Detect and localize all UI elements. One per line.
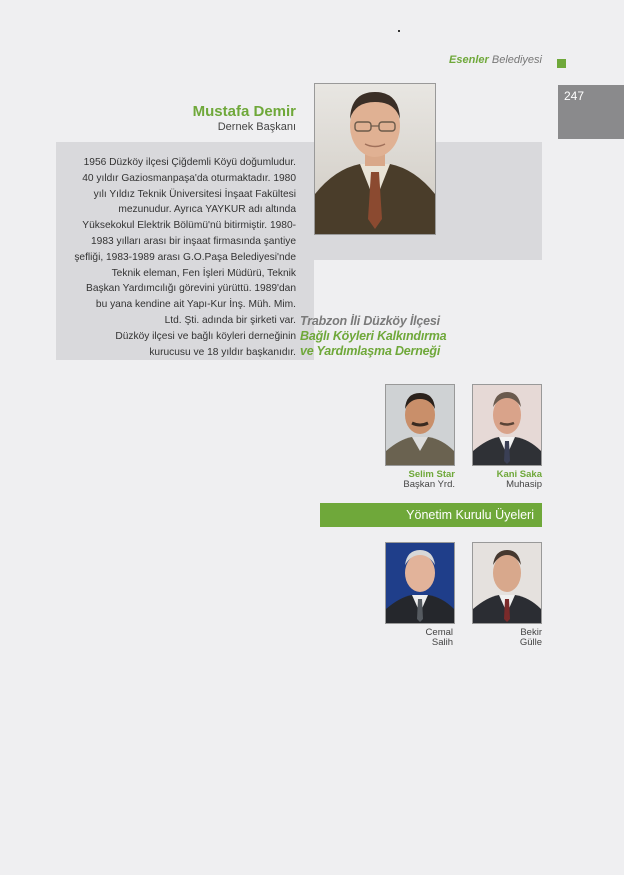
president-bio [56,155,296,360]
page-number-tab [558,85,624,139]
bio-line: kurucusu ve 18 yıldır başkanıdır. [149,346,296,358]
board-member-last: Gülle [519,637,542,648]
board-member-portrait-1 [385,542,455,624]
board-member-photo [386,543,454,623]
bio-line: Düzköy ilçesi ve bağlı köyleri derneğinin [115,330,296,342]
board-member-first: Bekir [520,627,542,638]
association-line-3: ve Yardımlaşma Derneği [300,344,441,358]
officer-photo [386,385,454,465]
president-photo [315,84,435,234]
stray-mark [398,30,400,32]
brand-primary: Esenler [449,54,489,66]
board-member-name-2 [472,628,542,648]
board-member-last: Salih [431,637,453,648]
bio-line: mezunudur. Ayrıca YAYKUR adı altında [118,204,296,216]
page-number: 247 [564,89,585,103]
president-name: Mustafa Demir [192,103,296,120]
officer-portrait-2 [472,384,542,466]
association-title [300,314,490,359]
board-title: Yönetim Kurulu Üyeleri [406,508,534,522]
officer-portrait-1 [385,384,455,466]
board-title-bar [320,503,542,527]
bio-line: 40 yıldır Gaziosmanpaşa'da oturmaktadır. 1980 [82,172,296,184]
association-line-2: Bağlı Köyleri Kalkındırma [300,329,447,343]
board-member-name-1 [385,628,453,648]
officer-role-1: Başkan Yrd. [403,479,455,490]
bio-line: Teknik eleman, Fen İşleri Müdürü, Teknik [111,267,296,279]
board-member-first: Cemal [425,627,453,638]
bio-line: yılı Yıldız Teknik Üniversitesi İnşaat Fakültesi [93,188,296,200]
officer-name-1: Selim Star [408,469,455,480]
board-member-portrait-2 [472,542,542,624]
officer-role-2: Muhasip [506,479,542,490]
header-square-icon [557,59,566,68]
bio-line: 1956 Düzköy ilçesi Çiğdemli Köyü doğumludur. [83,157,296,168]
running-header [380,54,542,66]
board-member-photo [473,543,541,623]
bio-line: 1983 yılları arası bir inşaat firmasında şantiye [91,235,296,247]
officer-name-2: Kani Saka [496,469,542,480]
bio-line: Ltd. Şti. adında bir şirketi var. [164,314,296,326]
bio-line: şefliği, 1983-1989 arası G.O.Paşa Belediyesi'nde [74,251,296,263]
officer-photo [473,385,541,465]
brand-secondary: Belediyesi [491,54,542,66]
bio-line: bu yana kendine ait Yapı-Kur İnş. Müh. Mim. [95,299,296,311]
association-line-1: Trabzon İli Düzköy İlçesi [300,314,440,328]
bio-line: Başkan Yardımcılığı görevini yürüttü. 1989'dan [86,283,296,295]
president-portrait [314,83,436,235]
president-role: Dernek Başkanı [217,121,296,133]
bio-line: Yüksekokul Elektrik Bölümü'nü bitirmiştir. 1980- [82,220,296,232]
